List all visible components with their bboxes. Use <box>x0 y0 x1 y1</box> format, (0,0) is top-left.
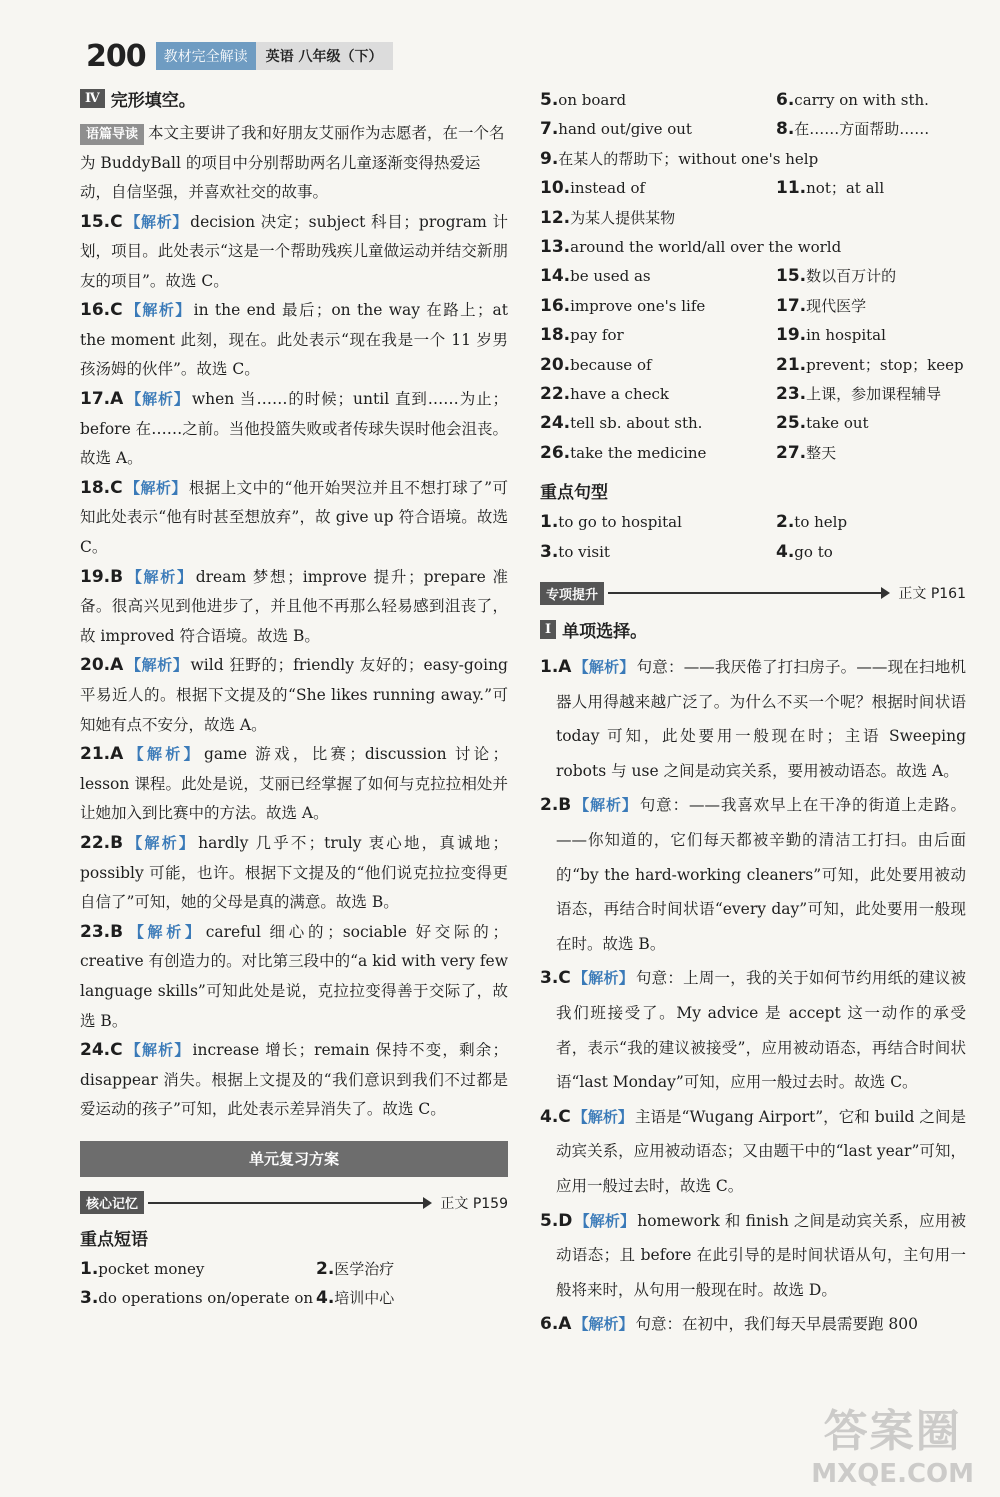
answer-choice: B <box>110 921 124 942</box>
answer-number: 24. <box>80 1040 111 1061</box>
key-sentences-heading: 重点句型 <box>540 483 608 504</box>
key-phrases-heading: 重点短语 <box>80 1229 148 1250</box>
special-practice-row <box>540 581 966 605</box>
right-phrase-grid <box>540 86 966 468</box>
phrase-item <box>540 174 776 203</box>
phrase-number: 3. <box>80 1288 99 1309</box>
phrase-text: 现代医学 <box>806 296 867 315</box>
answer-choice: A <box>558 1314 572 1335</box>
section-roman: Ⅳ <box>80 89 105 108</box>
phrase-text: in hospital <box>806 326 886 345</box>
phrase-number: 18. <box>540 325 571 346</box>
phrase-text: to help <box>794 513 848 532</box>
answer-number: 20. <box>80 655 111 676</box>
phrase-number: 15. <box>776 266 807 287</box>
phrase-number: 4. <box>316 1288 335 1309</box>
answer-choice: A <box>558 657 572 678</box>
phrase-text: improve one's life <box>570 296 706 315</box>
phrase-text: 在某人的帮助下；without one's help <box>558 149 819 168</box>
phrase-item <box>540 409 776 438</box>
answer-text: 句意：在初中，我们每天早晨需要跑 800 <box>635 1315 918 1334</box>
answer-item <box>540 961 966 1099</box>
phrase-number: 22. <box>540 384 571 405</box>
phrase-number: 11. <box>776 178 807 199</box>
phrase-text: prevent；stop；keep <box>806 355 964 374</box>
phrase-item <box>776 380 966 409</box>
phrase-item <box>776 292 966 321</box>
phrase-text: to go to hospital <box>558 513 682 532</box>
answer-text: careful 细心的；sociable 好交际的；creative 有创造力的。对比第三段中的“a kid with very few language skills”可知此处是说，克拉拉变得善于交际了，故选 B。 <box>80 922 508 1030</box>
answer-text: 主语是“Wugang Airport”，它和 build 之间是动宾关系，应用被动语态；又由题干中的“last year”可知，应用一般过去时，故选 C。 <box>556 1107 966 1195</box>
analysis-tag: 【解析】 <box>573 1315 634 1334</box>
answer-choice: C <box>110 477 123 498</box>
answer-text: 句意：——我喜欢早上在干净的街道上走路。——你知道的，它们每天都被辛勤的清洁工打扫。由后面的“by the hard-working cleaners”可知，此处要用被动语态，再结合时间状语“every day”可知，此处要用一般现在时。故选 B。 <box>556 796 966 953</box>
phrase-item <box>776 174 966 203</box>
phrase-number: 4. <box>776 541 795 562</box>
phrase-item <box>540 380 776 409</box>
phrase-item <box>776 262 966 291</box>
right-sentence-grid <box>540 508 966 567</box>
phrase-number: 20. <box>540 354 571 375</box>
analysis-tag: 【解析】 <box>125 833 197 852</box>
answer-number: 23. <box>80 921 111 942</box>
answer-item <box>80 829 508 918</box>
phrase-item <box>80 1255 316 1284</box>
phrase-text: 培训中心 <box>334 1289 395 1308</box>
answer-item <box>540 1100 966 1204</box>
answer-number: 18. <box>80 477 111 498</box>
answer-number: 5. <box>540 1210 559 1231</box>
book-title-tag: 教材完全解读 <box>156 42 256 70</box>
phrase-text: tell sb. about sth. <box>570 414 703 433</box>
analysis-tag: 【解析】 <box>572 1107 633 1126</box>
answer-item <box>540 1307 966 1342</box>
answer-item <box>540 650 966 788</box>
phrase-number: 19. <box>776 325 807 346</box>
phrase-number: 2. <box>776 512 795 533</box>
analysis-tag: 【解析】 <box>125 390 190 409</box>
analysis-tag: 【解析】 <box>125 567 194 586</box>
phrase-text: because of <box>570 355 652 374</box>
answer-item <box>80 296 508 385</box>
phrase-text: 数以百万计的 <box>806 267 897 286</box>
page-header <box>86 36 393 76</box>
phrase-number: 7. <box>540 119 559 140</box>
watermark-small: MXQE.COM <box>811 1459 974 1489</box>
answer-text: when 当……的时候；until 直到……为止；before 在……之前。当他投篮失败或者传球失误时他会沮丧。故选 A。 <box>80 390 508 468</box>
phrase-text: instead of <box>570 179 646 198</box>
analysis-tag: 【解析】 <box>125 745 202 764</box>
core-memory-row <box>80 1191 508 1215</box>
answer-item <box>80 651 508 740</box>
core-memory-tag: 核心记忆 <box>80 1191 144 1214</box>
answer-number: 1. <box>540 657 559 678</box>
phrase-number: 1. <box>80 1258 99 1279</box>
answer-text: 句意：上周一，我的关于如何节约用纸的建议被我们班接受了。My advice 是 accept 这一动作的承受者，表示“我的建议被接受”，应用被动语态，再结合时间状语“last Monday”可知，应用一般过去时。故选 C。 <box>556 969 966 1092</box>
core-memory-ref: 正文 P159 <box>440 1195 508 1212</box>
answer-item <box>80 918 508 1036</box>
phrase-item <box>540 351 776 380</box>
watermark-big: 答案圈 <box>823 1406 962 1457</box>
phrase-text: not；at all <box>806 179 885 198</box>
answer-choice: A <box>110 389 124 410</box>
answer-number: 22. <box>80 832 111 853</box>
answer-choice: C <box>110 300 123 321</box>
answer-text: increase 增长；remain 保持不变，剩余；disappear 消失。根据上文提及的“我们意识到我们不过都是爱运动的孩子”可知，此处表示差异消失了。故选 C。 <box>80 1041 508 1119</box>
phrase-item <box>540 204 966 233</box>
phrase-item <box>776 351 966 380</box>
phrase-number: 6. <box>776 90 795 110</box>
analysis-tag: 【解析】 <box>125 656 189 675</box>
phrase-text: carry on with sth. <box>794 91 929 109</box>
section-roman: Ⅰ <box>540 620 556 639</box>
analysis-tag: 【解析】 <box>124 478 187 497</box>
answer-choice: B <box>558 795 572 816</box>
phrase-number: 23. <box>776 384 807 405</box>
phrase-text: 在……方面帮助…… <box>794 120 930 139</box>
phrase-text: on board <box>558 91 627 109</box>
answer-text: homework 和 finish 之间是动宾关系，应用被动语态；且 before 在此引导的是时间状语从句，主句用一般将来时，从句用一般现在时。故选 D。 <box>556 1211 966 1299</box>
answer-item <box>80 474 508 563</box>
phrase-number: 17. <box>776 295 807 316</box>
phrase-text: 整天 <box>806 443 837 462</box>
answer-number: 15. <box>80 211 111 232</box>
subject-tag: 英语 八年级（下） <box>256 42 393 70</box>
phrase-item <box>80 1284 316 1313</box>
answer-text: decision 决定；subject 科目；program 计划，项目。此处表示“这是一个帮助残疾儿童做运动并结交新朋友的项目”。故选 C。 <box>80 212 508 290</box>
phrase-text: around the world/all over the world <box>570 238 842 257</box>
phrase-item <box>776 115 966 144</box>
arrow-right-icon <box>148 1202 430 1204</box>
phrase-item <box>540 86 776 115</box>
answer-number: 17. <box>80 389 111 410</box>
answer-number: 21. <box>80 744 111 765</box>
guide-tag: 语篇导读 <box>80 124 144 145</box>
answer-item <box>540 1204 966 1308</box>
phrase-text: hand out/give out <box>558 120 692 139</box>
analysis-tag: 【解析】 <box>572 969 634 988</box>
watermark-logo <box>811 1395 974 1489</box>
answer-item <box>80 208 508 297</box>
answer-choice: C <box>558 968 571 989</box>
answer-choice: B <box>110 832 124 853</box>
section-heading-choice <box>540 617 966 642</box>
answer-choice: D <box>558 1210 573 1231</box>
answer-choice: A <box>110 744 124 765</box>
phrase-text: pay for <box>570 326 624 345</box>
phrase-item <box>776 538 966 567</box>
phrase-number: 12. <box>540 207 571 228</box>
phrase-item <box>540 321 776 350</box>
phrase-item <box>540 262 776 291</box>
left-column <box>80 86 508 1314</box>
phrase-item <box>540 538 776 567</box>
answer-item <box>80 385 508 474</box>
phrase-text: take the medicine <box>570 443 707 462</box>
answer-text: 根据上文中的“他开始哭泣并且不想打球了”可知此处表示“他有时甚至想放弃”，故 give up 符合语境。故选 C。 <box>80 478 508 557</box>
phrase-number: 9. <box>540 148 559 169</box>
analysis-tag: 【解析】 <box>573 796 638 815</box>
answer-text: wild 狂野的；friendly 友好的；easy-going 平易近人的。根据下文提及的“She likes running away.”可知她有点不安分，故选 A。 <box>80 656 508 734</box>
phrase-number: 5. <box>540 90 559 110</box>
phrase-number: 24. <box>540 413 571 434</box>
answer-number: 3. <box>540 968 559 989</box>
analysis-tag: 【解析】 <box>124 1041 191 1060</box>
phrase-item <box>540 115 776 144</box>
answer-number: 19. <box>80 566 111 587</box>
answer-text: 句意：——我厌倦了打扫房子。——现在扫地机器人用得越来越广泛了。为什么不买一个呢？根据时间状语 today 可知，此处要用一般现在时；主语 Sweeping robots 与 use 之间是动宾关系，要用被动语态。故选 A。 <box>556 658 966 780</box>
phrase-text: take out <box>806 414 869 433</box>
answer-number: 4. <box>540 1106 559 1127</box>
answer-number: 16. <box>80 300 111 321</box>
phrase-text: do operations on/operate on <box>98 1289 314 1308</box>
unit-review-banner: 单元复习方案 <box>80 1141 508 1177</box>
phrase-item <box>540 439 776 468</box>
phrase-number: 14. <box>540 266 571 287</box>
phrase-item <box>540 292 776 321</box>
answer-number: 6. <box>540 1314 559 1335</box>
phrase-text: 上课，参加课程辅导 <box>806 385 942 404</box>
phrase-item <box>776 439 966 468</box>
answer-item <box>80 740 508 829</box>
arrow-right-icon <box>608 592 888 594</box>
answer-choice: C <box>110 211 123 232</box>
phrase-text: pocket money <box>98 1259 205 1278</box>
guide-text: 本文主要讲了我和好朋友艾丽作为志愿者，在一个名为 BuddyBall 的项目中分别帮助两名儿童逐渐变得热爱运动，自信坚强，并喜欢社交的故事。 <box>80 124 505 201</box>
phrase-number: 27. <box>776 442 807 463</box>
section-title: 单项选择。 <box>562 622 648 643</box>
analysis-tag: 【解析】 <box>125 922 204 941</box>
left-phrase-grid <box>80 1255 508 1314</box>
phrase-number: 10. <box>540 178 571 199</box>
phrase-item <box>540 233 966 262</box>
phrase-item <box>776 508 966 537</box>
answer-number: 2. <box>540 795 559 816</box>
analysis-tag: 【解析】 <box>124 301 192 320</box>
phrase-item <box>316 1284 508 1313</box>
phrase-item <box>316 1255 508 1284</box>
phrase-number: 13. <box>540 237 571 258</box>
phrase-number: 1. <box>540 512 559 533</box>
answer-item <box>80 563 508 652</box>
phrase-number: 25. <box>776 413 807 434</box>
answer-choice: A <box>110 655 124 676</box>
phrase-item <box>540 508 776 537</box>
answer-item <box>80 1036 508 1125</box>
special-practice-ref: 正文 P161 <box>898 586 966 603</box>
phrase-text: 医学治疗 <box>334 1259 395 1278</box>
phrase-text: go to <box>794 542 833 561</box>
phrase-number: 21. <box>776 354 807 375</box>
phrase-number: 8. <box>776 119 795 140</box>
phrase-item <box>540 145 966 174</box>
phrase-text: be used as <box>570 267 651 286</box>
page-number: 200 <box>86 38 146 74</box>
section-title: 完形填空。 <box>110 91 196 111</box>
answer-text: in the end 最后；on the way 在路上；at the moment 此刻，现在。此处表示“现在我是一个 11 岁男孩汤姆的伙伴”。故选 C。 <box>80 301 508 379</box>
phrase-item <box>776 86 966 115</box>
right-column <box>540 86 966 1342</box>
phrase-text: have a check <box>570 385 669 404</box>
right-answer-list <box>540 650 966 1342</box>
answer-text: dream 梦想；improve 提升；prepare 准备。很高兴见到他进步了，并且他不再那么轻易感到沮丧了，故 improved 符合语境。故选 B。 <box>80 567 508 645</box>
special-practice-tag: 专项提升 <box>540 582 604 605</box>
analysis-tag: 【解析】 <box>124 212 189 231</box>
phrase-text: to visit <box>558 542 610 561</box>
analysis-tag: 【解析】 <box>574 1211 636 1230</box>
answer-item <box>540 788 966 961</box>
answer-text: game 游戏，比赛；discussion 讨论；lesson 课程。此处是说，艾丽已经掌握了如何与克拉拉相处并让她加入到比赛中的方法。故选 A。 <box>80 745 508 823</box>
answer-choice: C <box>558 1106 571 1127</box>
answer-choice: B <box>110 566 124 587</box>
answer-choice: C <box>110 1040 123 1061</box>
left-answer-list <box>80 208 508 1125</box>
answer-text: hardly 几乎不；truly 衷心地，真诚地；possibly 可能，也许。根据下文提及的“他们说克拉拉变得更自信了”可知，她的父母是真的满意。故选 B。 <box>80 833 508 912</box>
phrase-number: 3. <box>540 541 559 562</box>
section-heading-cloze <box>80 86 508 111</box>
phrase-number: 16. <box>540 295 571 316</box>
phrase-item <box>776 321 966 350</box>
phrase-text: 为某人提供某物 <box>570 208 676 227</box>
reading-guide <box>80 119 508 208</box>
analysis-tag: 【解析】 <box>573 658 635 677</box>
phrase-number: 2. <box>316 1258 335 1279</box>
phrase-item <box>776 409 966 438</box>
phrase-number: 26. <box>540 442 571 463</box>
